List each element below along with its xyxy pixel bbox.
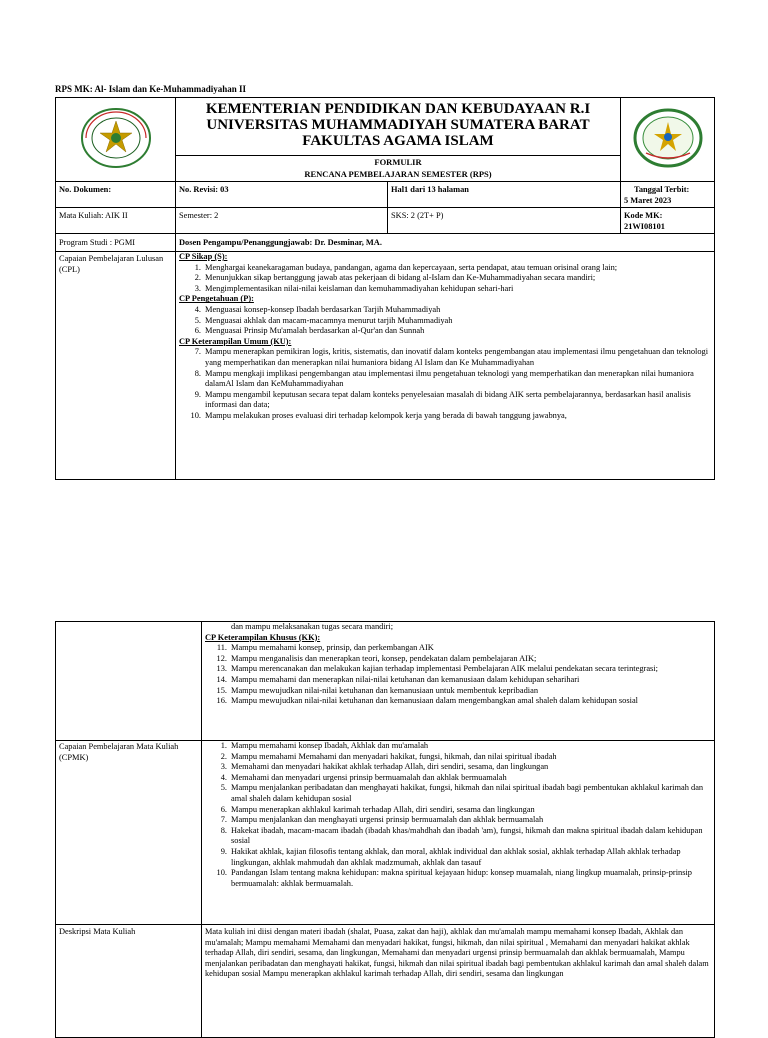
program-studi-cell: Program Studi : PGMI [56, 234, 176, 252]
cp-ku-continued: dan mampu melaksanakan tugas secara mandiri; [231, 622, 394, 631]
cp-ku-item-9: 9. Mampu mengambil keputusan secara tepat dalam konteks penyelesaian masalah di bidang AIK serta pembelajarannya, berdasarkan hasil analisis informasi dan data; [194, 389, 691, 410]
header-line-ministry: KEMENTERIAN PENDIDIKAN DAN KEBUDAYAAN R.I [205, 101, 591, 117]
cpmk-item-4: 4. Memahami dan menyadari urgensi prinsip bermuamalah dan akhlak bermuamalah [220, 772, 507, 782]
cp-pengetahuan-item-4: 4. Menguasai konsep-konsep Ibadah berdasarkan Tarjih Muhammadiyah [194, 304, 441, 314]
mata-kuliah-cell: Mata Kuliah: AIK II [56, 208, 176, 234]
cpmk-item-5: 5. Mampu menjalankan peribadatan dan menghayati hakikat, fungsi, hikmah dan nilai spiritual ibadah bagi pembentukan akhlakul karimah dan amal shaleh dalam kehidupan sosial [220, 783, 704, 803]
logo-right-cell [621, 98, 715, 182]
cp-kk-item-12: 12. Mampu menganalisis dan menerapkan teori, konsep, pendekatan dalam pembelajaran AIK; [216, 653, 537, 663]
rps-title-cell: RENCANA PEMBELAJARAN SEMESTER (RPS) [176, 168, 621, 181]
logo-left-cell [56, 98, 176, 182]
cpl-content-cell [176, 252, 715, 480]
cp-ku-item-8: 8. Mampu mengkaji implikasi pengembangan atau implementasi ilmu pengetahuan teknologi yang memperhatikan dan menerapkan nilai humaniora dalamAl Islam dan KeMuhammadiyahan [194, 368, 694, 389]
cp-ku-item-7: 7. Mampu menerapkan pemikiran logis, kritis, sistematis, dan inovatif dalam konteks pengembangan atau implementasi ilmu pengetahuan dan teknologi yang memperhatikan dan menerapkan nilai humaniora bidang Al Islam dan Ke Muhammadiyahan [194, 347, 709, 367]
semester-cell: Semester: 2 [176, 208, 388, 234]
document-title: RPS MK: Al- Islam dan Ke-Muhammadiyahan II [55, 84, 247, 94]
cpl-continued-label-cell [56, 622, 202, 741]
cp-sikap-item-2: 2. Menunjukkan sikap bertanggung jawab atas pekerjaan di bidang al-Islam dan Ke-Muhammadiyahan secara mandiri; [194, 273, 596, 283]
halaman-cell: Hal1 dari 13 halaman [388, 182, 621, 208]
cpmk-item-1: 1. Mampu memahami konsep Ibadah, Akhlak dan mu'amalah [220, 741, 429, 750]
rps-content-table [55, 621, 715, 1038]
cp-pengetahuan-title: CP Pengetahuan (P): [179, 294, 254, 304]
cp-pengetahuan-item-5: 5. Menguasai akhlak dan macam-macamnya menurut tarjih Muhammadiyah [194, 315, 453, 325]
cp-kk-title: CP Keterampilan Khusus (KK): [205, 632, 321, 642]
tanggal-value: 5 Maret 2023 [624, 195, 672, 205]
no-revisi-cell: No. Revisi: 03 [176, 182, 388, 208]
cpmk-item-8: 8. Hakekat ibadah, macam-macam ibadah (ibadah khas/mahdhah dan ibadah 'am), fungsi, hikmah dan makna spiritual ibadah dalam kehidupan sosial [220, 825, 703, 846]
rps-header-table [55, 97, 715, 480]
tanggal-label: Tanggal Terbit: [634, 185, 690, 194]
deskripsi-label-cell: Deskripsi Mata Kuliah [56, 925, 202, 1038]
dosen-cell: Dosen Pengampu/Penanggungjawab: Dr. Desminar, MA. [176, 234, 715, 252]
cpmk-item-10: 10. Pandangan Islam tentang makna kehidupan: makna spiritual kejayaan hidup: konsep muamalah, niang lingkup muamalah, prinsip-prinsip bermuamalah: akhlak bermuamalah. [216, 868, 692, 888]
cp-sikap-item-3: 3. Mengimplementasikan nilai-nilai keislaman dan kemuhammadiyahan kehidupan sehari-hari [194, 283, 514, 293]
cpmk-item-2: 2. Mampu memahami Memahami dan menyadari hakikat, fungsi, hikmah, dan nilai spiritual ibadah [220, 751, 557, 761]
cp-pengetahuan-item-6: 6. Menguasai Prinsip Mu'amalah berdasarkan al-Qur'an dan Sunnah [194, 326, 425, 336]
cp-sikap-item-1: 1. Menghargai keanekaragaman budaya, pandangan, agama dan kepercayaan, serta pendapat, atau temuan orisinal orang lain; [194, 262, 618, 272]
lp3m-logo-right [632, 107, 704, 169]
deskripsi-content-cell: Mata kuliah ini diisi dengan materi ibadah (shalat, Puasa, zakat dan haji), akhlak dan mu'amalah mampu memahami konsep Ibadah, Akhlak dan mu'amalah; Mampu memahami Memahami dan menyadari hakikat, fungsi, hikmah, dan nilai spiritual , Memahami dan menyadari hakikat akhlak terhadap Allah, diri sendiri, sesama, dan lingkungan, Memahami dan menyadari urgensi prinsip bermuamalah dan akhlak bermuamalah, Mampu menjalankan peribadatan dan menghayati hakikat, fungsi, hikmah dan nilai spiritual ibadah bagi pembentukan akhlakul karimah dan amal shaleh dalam kehidupan sosial Mampu menerapkan akhlakul karimah terhadap Allah, diri sendiri, sesama dan lingkungan [202, 925, 715, 1038]
cp-sikap-title: CP Sikap (S): [179, 252, 228, 261]
cpmk-item-3: 3. Memahami dan menyadari hakikat akhlak terhadap Allah, diri sendiri, sesama, dan lingkungan [220, 762, 549, 772]
cpl-label-cell: Capaian Pembelajaran Lulusan (CPL) [56, 252, 176, 480]
cp-kk-item-15: 15. Mampu mewujudkan nilai-nilai ketuhanan dan kemanusiaan untuk membentuk kepribadian [216, 685, 539, 695]
kode-mk-cell [621, 208, 715, 234]
kode-mk-value: 21WI08101 [624, 221, 665, 231]
cp-sikap-list [179, 263, 711, 295]
cpmk-item-7: 7. Mampu menjalankan dan menghayati urgensi prinsip bermuamalah dan akhlak bermuamalah [220, 815, 544, 825]
header-institution [176, 98, 621, 156]
cpmk-item-6: 6. Mampu menerapkan akhlakul karimah terhadap Allah, diri sendiri, sesama dan lingkungan [220, 804, 535, 814]
cpmk-content-cell [202, 741, 715, 925]
cp-kk-item-16: 16. Mampu mewujudkan nilai-nilai ketuhanan dan kemanusiaan dalam mengembangkan amal shaleh dalam kehidupan sosial [216, 696, 638, 706]
kode-mk-label: Kode MK: [624, 211, 663, 220]
formulir-cell: FORMULIR [176, 155, 621, 168]
cp-kk-item-11: 11. Mampu memahami konsep, prinsip, dan perkembangan AIK [216, 643, 434, 653]
university-logo-left [80, 107, 152, 169]
header-line-university: UNIVERSITAS MUHAMMADIYAH SUMATERA BARAT [206, 117, 590, 133]
no-dokumen-cell: No. Dokumen: [56, 182, 176, 208]
cp-kk-item-13: 13. Mampu merencanakan dan melakukan kajian terhadap implementasi Pembelajaran AIK melalui pendekatan secara terintegrasi; [216, 664, 658, 674]
sks-cell: SKS: 2 (2T+ P) [388, 208, 621, 234]
cp-ku-title: CP Keterampilan Umum (KU): [179, 336, 292, 346]
cp-ku-item-10: 10. Mampu melakukan proses evaluasi diri terhadap kelompok kerja yang berada di bawah tanggung jawabnya, [190, 410, 567, 420]
cpmk-label-cell: Capaian Pembelajaran Mata Kuliah (CPMK) [56, 741, 202, 925]
cpl-continued-cell [202, 622, 715, 741]
tanggal-terbit-cell [621, 182, 715, 208]
cp-kk-item-14: 14. Mampu memahami dan menerapkan nilai-nilai ketuhanan dan kemanusiaan dalam kehidupan seharihari [216, 674, 580, 684]
cpmk-item-9: 9. Hakikat akhlak, kajian filosofis tentang akhlak, dan moral, akhlak individual dan akhlak sosial, akhlak terhadap Allah akhlak terhadap lingkungan, akhlak mahmudah dan akhlak madzmumah, akhlak dan tasauf [220, 846, 681, 867]
header-line-faculty: FAKULTAS AGAMA ISLAM [302, 133, 494, 149]
